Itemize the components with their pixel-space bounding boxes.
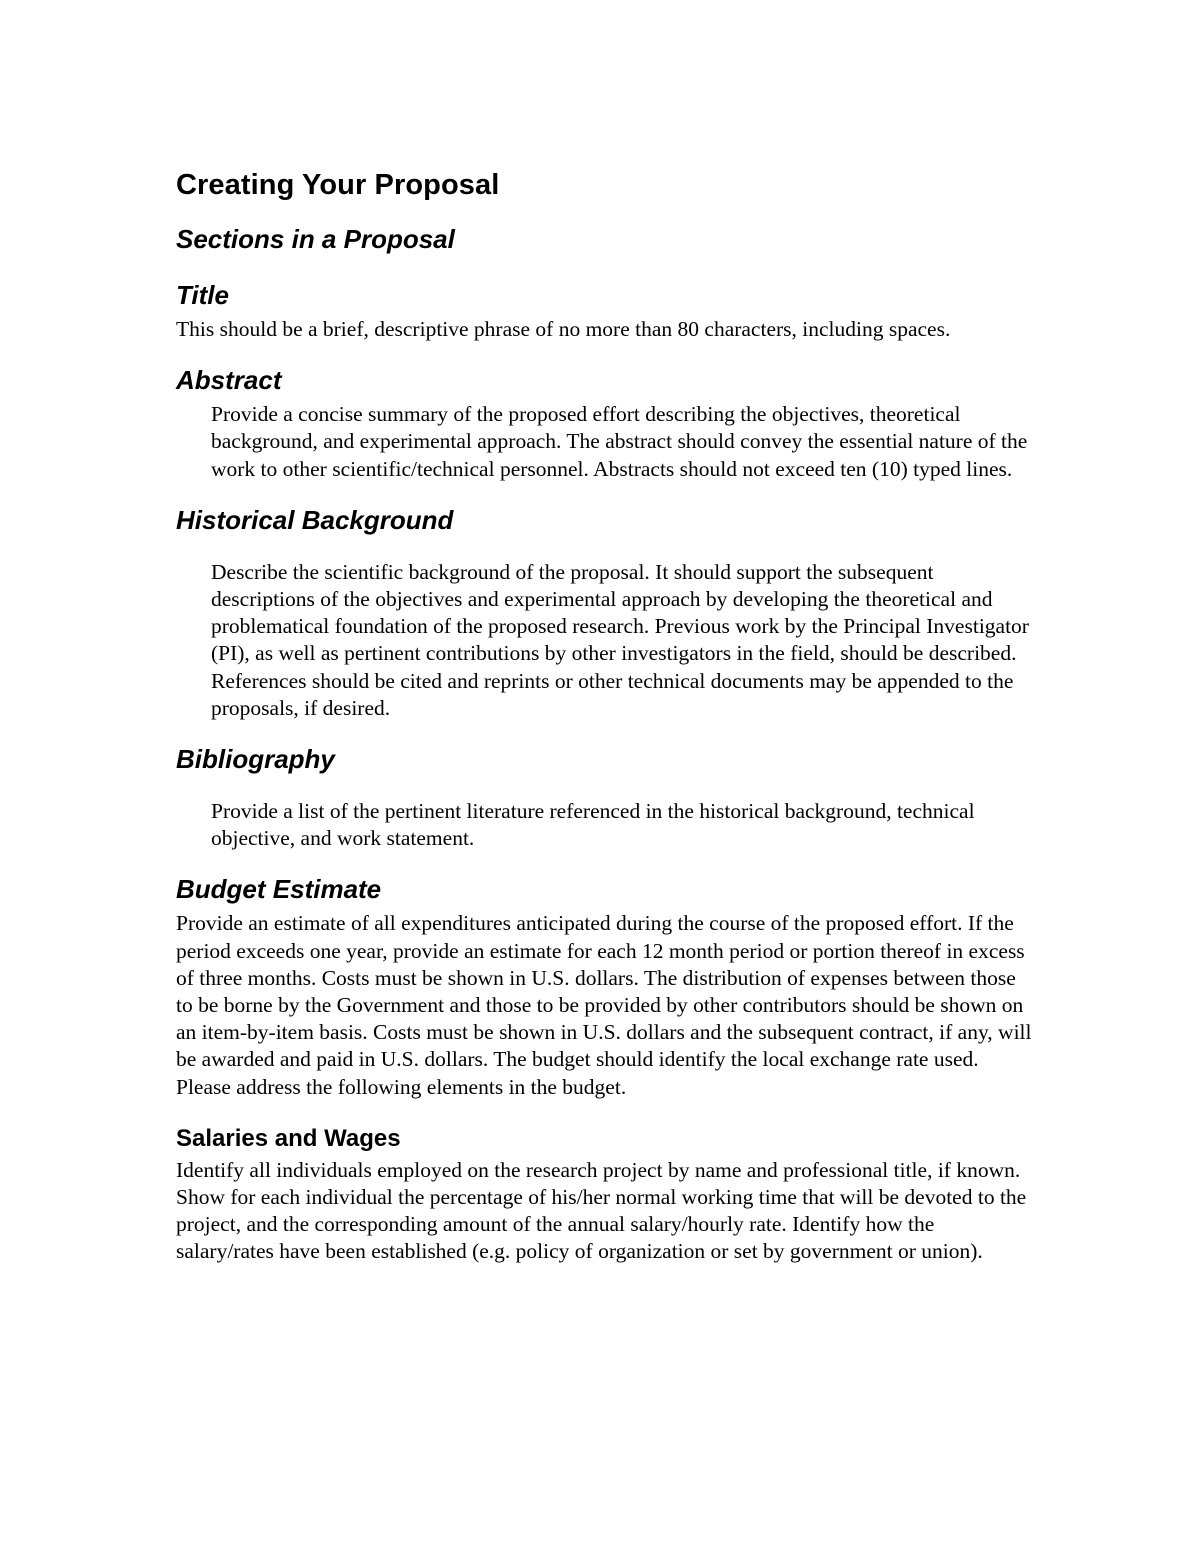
bibliography-body: Provide a list of the pertinent literature referenced in the historical background, technical objective, and work statement. [211, 799, 975, 851]
historical-background-heading: Historical Background [176, 504, 454, 535]
document-content [176, 166, 1036, 1266]
abstract-section-heading: Abstract [176, 365, 282, 396]
bibliography-heading: Bibliography [176, 744, 335, 775]
budget-estimate-body: Provide an estimate of all expenditures anticipated during the course of the proposed effort. If the period exceeds one year, provide an estimate for each 12 month period or portion thereof in excess of three months. Costs must be shown in U.S. dollars. The distribution of expenses between those to be borne by the Government and those to be provided by other contributors should be shown on an item-by-item basis. Costs must be shown in U.S. dollars and the subsequent contract, if any, will be awarded and paid in U.S. dollars. The budget should identify the local exchange rate used. Please address the following elements in the budget. [176, 911, 1032, 1099]
salaries-and-wages-heading: Salaries and Wages [176, 1124, 401, 1152]
sections-heading: Sections in a Proposal [176, 224, 455, 254]
title-section-heading: Title [176, 280, 229, 310]
title-section-body: This should be a brief, descriptive phrase of no more than 80 characters, including spaces. [176, 317, 951, 341]
salaries-and-wages-body: Identify all individuals employed on the research project by name and professional title, if known. Show for each individual the percentage of his/her normal working time that will be devoted to the project, and the corresponding amount of the annual salary/hourly rate. Identify how the salary/rates have been established (e.g. policy of organization or set by government or union). [176, 1157, 1027, 1264]
abstract-section-body: Provide a concise summary of the proposed effort describing the objectives, theoretical background, and experimental approach. The abstract should convey the essential nature of the work to other scientific/technical personnel. Abstracts should not exceed ten (10) typed lines. [211, 402, 1028, 481]
document-title: Creating Your Proposal [176, 169, 500, 201]
historical-background-body: Describe the scientific background of the proposal. It should support the subsequent descriptions of the objectives and experimental approach by developing the theoretical and problematical foundation of the proposed research. Previous work by the Principal Investigator (PI), as well as pertinent contributions by other investigators in the field, should be described. References should be cited and reprints or other technical documents may be appended to the proposals, if desired. [211, 559, 1029, 720]
budget-estimate-heading: Budget Estimate [176, 874, 382, 905]
